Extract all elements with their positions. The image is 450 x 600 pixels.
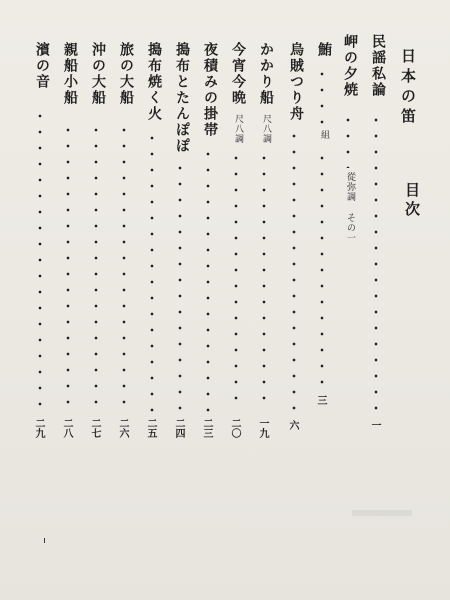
toc-entry-title: 岬の夕焼	[342, 34, 358, 98]
toc-entry-title: 親船小船	[62, 42, 78, 106]
toc-entry-title: 濱の音	[34, 42, 50, 90]
toc-entry-page: 一	[369, 420, 380, 430]
toc-entry-note: 尺八調	[233, 114, 243, 144]
toc-leader-dots	[261, 150, 267, 412]
toc-leader-dots	[121, 122, 127, 412]
toc-entry-title: 今宵今晩	[230, 42, 246, 106]
toc-entry-page: 二九	[33, 418, 44, 438]
toc-leader-dots	[65, 122, 71, 412]
ink-mark	[44, 538, 45, 543]
toc-entry-page: 二三	[201, 418, 212, 438]
toc-entry-note: 尺八調	[261, 114, 271, 144]
toc-entry-page: 二八	[61, 418, 72, 438]
toc-entry-page: 二五	[145, 418, 156, 438]
toc-entry-title: 民謡私論	[370, 34, 386, 98]
toc-leader-dots	[37, 108, 43, 412]
toc-entry-title: 旅の大船	[118, 42, 134, 106]
toc-entry-title: 搗布焼く火	[146, 42, 162, 122]
toc-leader-dots	[319, 66, 325, 128]
toc-entry-page: 三	[315, 395, 326, 405]
toc-leader-dots	[177, 160, 183, 412]
book-title: 日本の笛	[399, 48, 417, 128]
toc-leader-dots	[149, 130, 155, 412]
toc-entry-page: 一九	[257, 418, 268, 438]
toc-entry-title: かかり船	[258, 42, 274, 106]
toc-entry-page: 二七	[89, 418, 100, 438]
toc-entry-note: 組	[319, 130, 329, 140]
toc-leader-dots	[93, 122, 99, 412]
toc-entry-note: 從弥調 その一	[345, 172, 355, 243]
toc-entry-title: 沖の大船	[90, 42, 106, 106]
toc-entry-page: 二六	[117, 418, 128, 438]
toc-entry-title: 夜積みの掛帯	[202, 42, 218, 138]
toc-label: 目次	[403, 182, 421, 220]
faint-show-through	[352, 510, 412, 516]
toc-leader-dots	[233, 150, 239, 412]
toc-leader-dots	[373, 112, 379, 412]
toc-leader-dots	[205, 146, 211, 412]
toc-entry-title: 烏賊つり舟	[288, 42, 304, 122]
toc-entry-page: 二〇	[229, 418, 240, 438]
toc-leader-dots	[291, 128, 297, 412]
toc-entry-title: 鮪	[316, 42, 332, 58]
toc-entry-title: 搗布とたんぽぽ	[174, 42, 190, 154]
toc-leader-dots	[319, 150, 325, 386]
toc-entry-page: 六	[287, 420, 298, 430]
toc-entry-page: 二四	[173, 418, 184, 438]
toc-leader-dots	[345, 112, 351, 168]
